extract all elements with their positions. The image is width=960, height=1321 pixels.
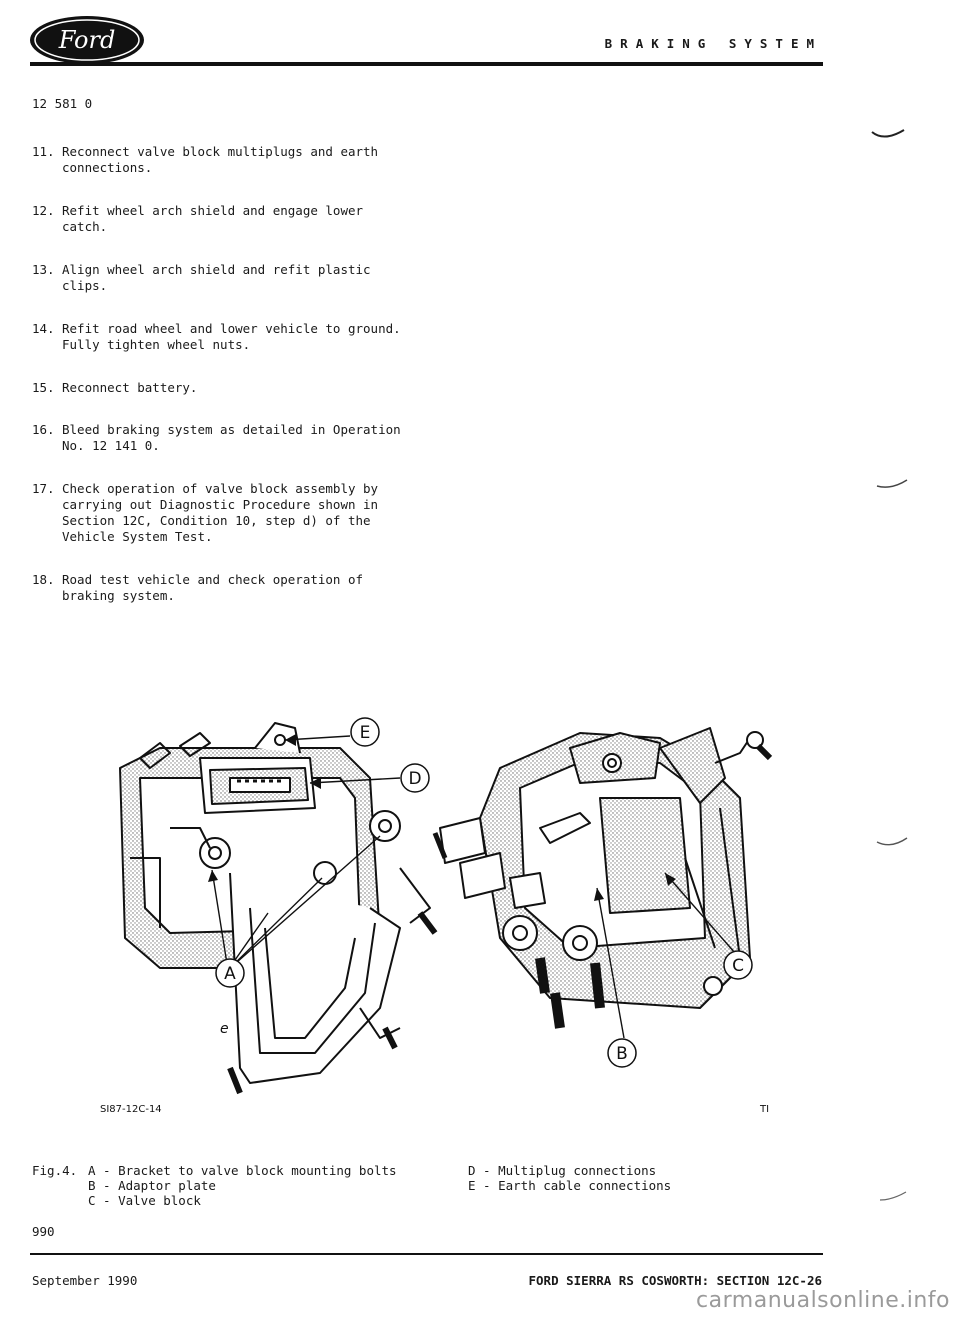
callout-c: C: [732, 956, 744, 976]
step-text: Reconnect valve block multiplugs and earth connections.: [62, 144, 379, 175]
step-text: Refit wheel arch shield and engage lower catch.: [62, 203, 364, 234]
step-item: [32, 203, 472, 235]
step-number: 12.: [32, 203, 55, 218]
step-number: 13.: [32, 262, 55, 277]
callout-e: E: [359, 723, 371, 743]
step-item: [32, 572, 472, 604]
step-number: 17.: [32, 481, 55, 496]
section-title: BRAKING SYSTEM: [604, 36, 822, 51]
watermark: carmanualsonline.info: [696, 1288, 950, 1313]
caption-item: E - Earth cable connections: [468, 1178, 672, 1193]
step-number: 14.: [32, 321, 55, 336]
step-text: Bleed braking system as detailed in Operation No. 12 141 0.: [62, 422, 401, 453]
header-rule: [30, 62, 823, 66]
right-assembly: [435, 728, 770, 1028]
page-code: 990: [32, 1224, 55, 1239]
step-item: [32, 380, 472, 396]
footer-rule: [30, 1253, 823, 1255]
procedure-steps: [32, 144, 472, 604]
step-number: 15.: [32, 380, 55, 395]
caption-item: C - Valve block: [88, 1193, 201, 1208]
caption-fig-label: Fig.4.: [32, 1163, 78, 1178]
figure-ti-mark: TI: [760, 1104, 770, 1115]
figure-caption: [32, 1163, 768, 1208]
step-item: [32, 481, 472, 545]
footer-date: September 1990: [32, 1273, 138, 1288]
caption-left-column: [88, 1163, 468, 1208]
callout-d: D: [408, 769, 422, 789]
caption-item: A - Bracket to valve block mounting bolts: [88, 1163, 397, 1178]
logo-text: Ford: [58, 26, 116, 54]
footer-document: FORD SIERRA RS COSWORTH: SECTION 12C-26: [528, 1273, 822, 1288]
margin-tick: [875, 478, 911, 492]
callout-b: B: [616, 1044, 628, 1064]
caption-item: D - Multiplug connections: [468, 1163, 657, 1178]
step-number: 11.: [32, 144, 55, 159]
callout-a: A: [224, 964, 236, 984]
step-text: Reconnect battery.: [62, 380, 198, 395]
step-item: [32, 422, 472, 454]
step-text: Refit road wheel and lower vehicle to ground. Fully tighten wheel nuts.: [62, 321, 401, 352]
step-text: Check operation of valve block assembly by carrying out Diagnostic Procedure shown in Section 12C, Condition 10, step d) of the Vehicle System Test.: [62, 481, 379, 544]
step-text: Road test vehicle and check operation of braking system.: [62, 572, 364, 603]
step-item: [32, 144, 472, 176]
step-number: 18.: [32, 572, 55, 587]
step-item: [32, 262, 472, 294]
caption-item: B - Adaptor plate: [88, 1178, 216, 1193]
margin-tick: [878, 1190, 908, 1204]
step-number: 16.: [32, 422, 55, 437]
operation-number: 12 581 0: [32, 96, 93, 111]
step-item: [32, 321, 472, 353]
ford-logo: [28, 14, 146, 66]
small-e-mark: e: [220, 1021, 229, 1037]
figure-ref-code: SI87-12C-14: [100, 1104, 162, 1115]
caption-right-column: [468, 1163, 768, 1208]
valve-block-illustration: [100, 708, 800, 1123]
margin-tick: [870, 128, 910, 144]
margin-tick: [875, 836, 911, 850]
step-text: Align wheel arch shield and refit plastic clips.: [62, 262, 371, 293]
